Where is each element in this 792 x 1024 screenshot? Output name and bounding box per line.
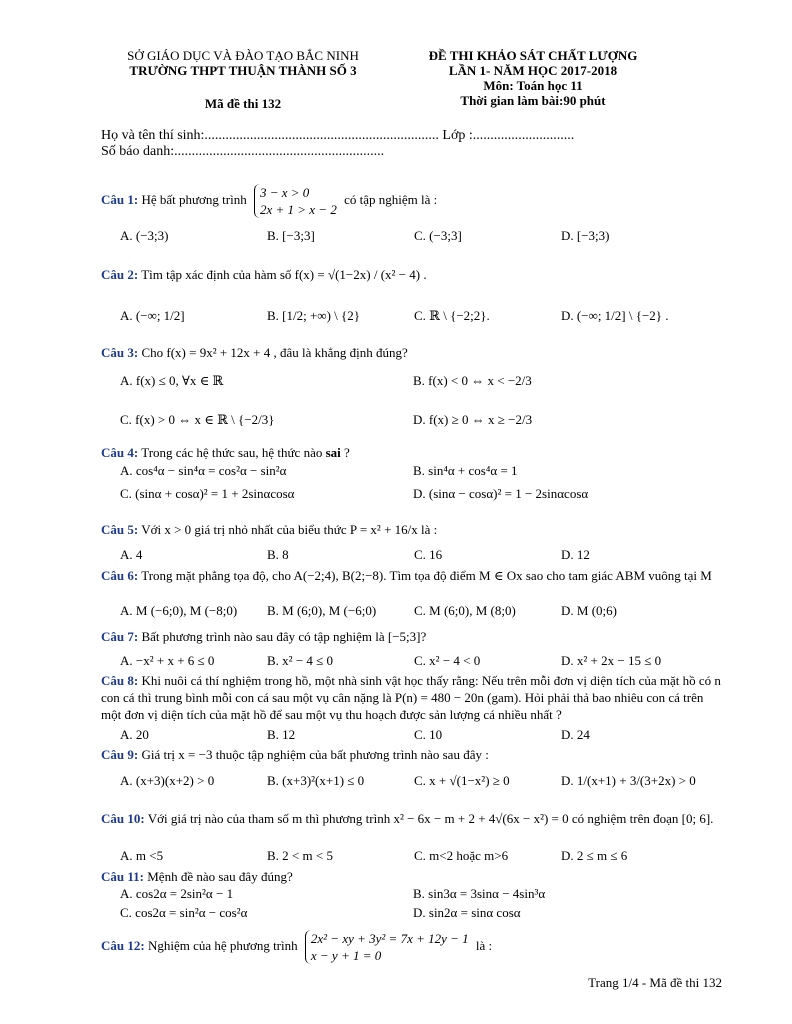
question-label: Câu 9: xyxy=(101,747,139,762)
option-d[interactable]: D. x² + 2x − 15 ≤ 0 xyxy=(561,653,662,668)
option-b[interactable]: B. 2 < m < 5 xyxy=(267,848,333,863)
question-9 xyxy=(101,746,721,763)
option-d[interactable]: D. 12 xyxy=(561,547,590,562)
option-c[interactable]: C. f(x) > 0 ⇔ x ∈ ℝ \ {−2/3} xyxy=(120,412,275,427)
question-text: Với x > 0 giá trị nhỏ nhất của biểu thức P = x² + 16/x là : xyxy=(141,522,438,537)
options-q7 xyxy=(120,653,720,671)
option-d[interactable]: D. 24 xyxy=(561,727,590,742)
exam-subject: Môn: Toán học 11 xyxy=(483,78,583,93)
question-text: Hệ bất phương trình xyxy=(141,191,247,207)
question-text: Trong mặt phẳng tọa độ, cho A(−2;4), B(2;−8). Tìm tọa độ điểm M ∈ Ox sao cho tam giác ABM vuông tại M xyxy=(141,568,712,583)
question-2 xyxy=(101,266,721,283)
question-label: Câu 6: xyxy=(101,568,139,583)
exam-duration: Thời gian làm bài:90 phút xyxy=(460,93,606,108)
question-label: Câu 10: xyxy=(101,811,145,826)
option-a[interactable]: A. −x² + x + 6 ≤ 0 xyxy=(120,653,215,668)
option-d[interactable]: D. f(x) ≥ 0 ⇔ x ≥ −2/3 xyxy=(413,412,533,427)
options-q11-row2 xyxy=(120,905,720,923)
question-text: Mệnh đề nào sau đây đúng? xyxy=(147,869,293,884)
options-q11-row1 xyxy=(120,886,720,904)
option-a[interactable]: A. (−3;3) xyxy=(120,228,169,243)
option-a[interactable]: A. m <5 xyxy=(120,848,164,863)
option-a[interactable]: A. cos2α = 2sin²α − 1 xyxy=(120,886,234,901)
system-line: x − y + 1 = 0 xyxy=(310,948,382,963)
header-left xyxy=(118,48,368,111)
option-d[interactable]: D. M (0;6) xyxy=(561,603,617,618)
question-text: Cho f(x) = 9x² + 12x + 4 , đâu là khẳng định đúng? xyxy=(141,345,408,360)
option-b[interactable]: B. [1/2; +∞) \ {2} xyxy=(267,308,360,323)
option-a[interactable]: A. f(x) ≤ 0, ∀x ∈ ℝ xyxy=(120,373,224,388)
question-label: Câu 12: xyxy=(101,937,145,953)
system-line: 2x + 1 > x − 2 xyxy=(259,202,337,217)
question-3 xyxy=(101,344,721,361)
option-a[interactable]: A. cos⁴α − sin⁴α = cos²α − sin²α xyxy=(120,463,287,478)
options-q2 xyxy=(120,308,720,326)
option-b[interactable]: B. M (6;0), M (−6;0) xyxy=(267,603,377,618)
equation-system xyxy=(305,930,469,964)
option-a[interactable]: A. 20 xyxy=(120,727,149,742)
question-5 xyxy=(101,521,721,538)
question-tail: có tập nghiệm là : xyxy=(344,191,438,207)
question-text: Trong các hệ thức sau, hệ thức nào xyxy=(141,445,323,460)
candidate-info xyxy=(101,128,574,160)
option-b[interactable]: B. (x+3)²(x+1) ≤ 0 xyxy=(267,773,365,788)
exam-title: ĐỀ THI KHẢO SÁT CHẤT LƯỢNG xyxy=(428,48,638,63)
options-q6 xyxy=(120,603,720,621)
options-q8 xyxy=(120,727,720,745)
inequality-system xyxy=(254,184,337,218)
question-10 xyxy=(101,810,721,827)
option-a[interactable]: A. M (−6;0), M (−8;0) xyxy=(120,603,238,618)
question-label: Câu 8: xyxy=(101,673,139,688)
options-q10 xyxy=(120,848,720,866)
option-d[interactable]: D. [−3;3) xyxy=(561,228,610,243)
option-b[interactable]: B. [−3;3] xyxy=(267,228,315,243)
question-7 xyxy=(101,628,721,645)
option-d[interactable]: D. (−∞; 1/2] \ {−2} . xyxy=(561,308,669,323)
option-b[interactable]: B. sin3α = 3sinα − 4sin³α xyxy=(413,886,546,901)
options-q5 xyxy=(120,547,720,565)
exam-session: LẦN 1- NĂM HỌC 2017-2018 xyxy=(448,63,618,78)
option-c[interactable]: C. m<2 hoặc m>6 xyxy=(414,848,509,863)
header-right xyxy=(408,48,658,108)
question-text: Giá trị x = −3 thuộc tập nghiệm của bất phương trình nào sau đây : xyxy=(141,747,489,762)
option-c[interactable]: C. ℝ \ {−2;2}. xyxy=(414,308,490,323)
option-d[interactable]: D. 2 ≤ m ≤ 6 xyxy=(561,848,628,863)
options-q4-row1 xyxy=(120,463,720,481)
options-q9 xyxy=(120,773,720,791)
question-text: Với giá trị nào của tham số m thì phương trình x² − 6x − m + 2 + 4√(6x − x²) = 0 có nghiệm trên đoạn [0; 6]. xyxy=(147,811,714,826)
question-12 xyxy=(101,930,721,964)
options-q4-row2 xyxy=(120,486,720,504)
candidate-name-line: Họ và tên thí sinh:................................................................... Lớp :............................. xyxy=(101,128,575,143)
school-name: TRƯỜNG THPT THUẬN THÀNH SỐ 3 xyxy=(129,63,357,78)
question-text: Bất phương trình nào sau đây có tập nghiệm là [−5;3]? xyxy=(141,629,427,644)
option-d[interactable]: D. sin2α = sinα cosα xyxy=(413,905,521,920)
option-c[interactable]: C. (−3;3] xyxy=(414,228,462,243)
exam-code: Mã đề thi 132 xyxy=(204,96,282,111)
option-b[interactable]: B. sin⁴α + cos⁴α = 1 xyxy=(413,463,518,478)
option-c[interactable]: C. x² − 4 < 0 xyxy=(414,653,481,668)
question-11 xyxy=(101,868,721,885)
option-b[interactable]: B. 8 xyxy=(267,547,289,562)
option-b[interactable]: B. x² − 4 ≤ 0 xyxy=(267,653,334,668)
question-emphasis: sai xyxy=(325,445,341,460)
option-b[interactable]: B. 12 xyxy=(267,727,296,742)
option-b[interactable]: B. f(x) < 0 ⇔ x < −2/3 xyxy=(413,373,532,388)
question-label: Câu 3: xyxy=(101,345,139,360)
option-c[interactable]: C. cos2α = sin²α − cos²α xyxy=(120,905,248,920)
question-1 xyxy=(101,184,721,218)
options-q3-row1 xyxy=(120,373,720,391)
system-line: 2x² − xy + 3y² = 7x + 12y − 1 xyxy=(310,931,469,946)
question-text: Khi nuôi cá thí nghiệm trong hồ, một nhà sinh vật học thấy rằng: Nếu trên mỗi đơn vị diện tích của mặt hồ có n con cá thì trung bình mỗi con cá sau một vụ cân nặng là P(n) = 480 − 20n (gam). Hỏi phải thả bao nhiêu con cá trên một đơn vị diện tích của mặt hồ để sau một vụ thu hoạch được sản lượng cá nhiều nhất ? xyxy=(101,673,721,722)
option-c[interactable]: C. 16 xyxy=(414,547,443,562)
question-label: Câu 7: xyxy=(101,629,139,644)
question-text: Nghiệm của hệ phương trình xyxy=(147,937,298,953)
option-c[interactable]: C. x + √(1−x²) ≥ 0 xyxy=(414,773,510,788)
option-d[interactable]: D. (sinα − cosα)² = 1 − 2sinαcosα xyxy=(413,486,589,501)
candidate-id-line: Số báo danh:............................................................ xyxy=(101,144,385,159)
option-a[interactable]: A. (x+3)(x+2) > 0 xyxy=(120,773,215,788)
option-c[interactable]: C. (sinα + cosα)² = 1 + 2sinαcosα xyxy=(120,486,295,501)
question-tail: ? xyxy=(344,445,350,460)
question-label: Câu 11: xyxy=(101,869,144,884)
question-text: Tìm tập xác định của hàm số f(x) = √(1−2x) / (x² − 4) . xyxy=(141,267,427,282)
option-a[interactable]: A. 4 xyxy=(120,547,143,562)
option-a[interactable]: A. (−∞; 1/2] xyxy=(120,308,185,323)
department-name: SỞ GIÁO DỤC VÀ ĐÀO TẠO BẮC NINH xyxy=(127,48,359,63)
options-q1 xyxy=(120,228,720,246)
question-tail: là : xyxy=(475,937,493,953)
question-label: Câu 2: xyxy=(101,267,139,282)
option-c[interactable]: C. 10 xyxy=(414,727,443,742)
option-d[interactable]: D. 1/(x+1) + 3/(3+2x) > 0 xyxy=(561,773,696,788)
question-label: Câu 1: xyxy=(101,191,139,207)
options-q3-row2 xyxy=(120,412,720,430)
question-6 xyxy=(101,567,721,584)
option-c[interactable]: C. M (6;0), M (8;0) xyxy=(414,603,516,618)
question-label: Câu 4: xyxy=(101,445,139,460)
system-line: 3 − x > 0 xyxy=(259,185,310,200)
question-8 xyxy=(101,672,721,723)
page-footer: Trang 1/4 - Mã đề thi 132 xyxy=(588,975,722,990)
question-4 xyxy=(101,444,721,461)
question-label: Câu 5: xyxy=(101,522,139,537)
